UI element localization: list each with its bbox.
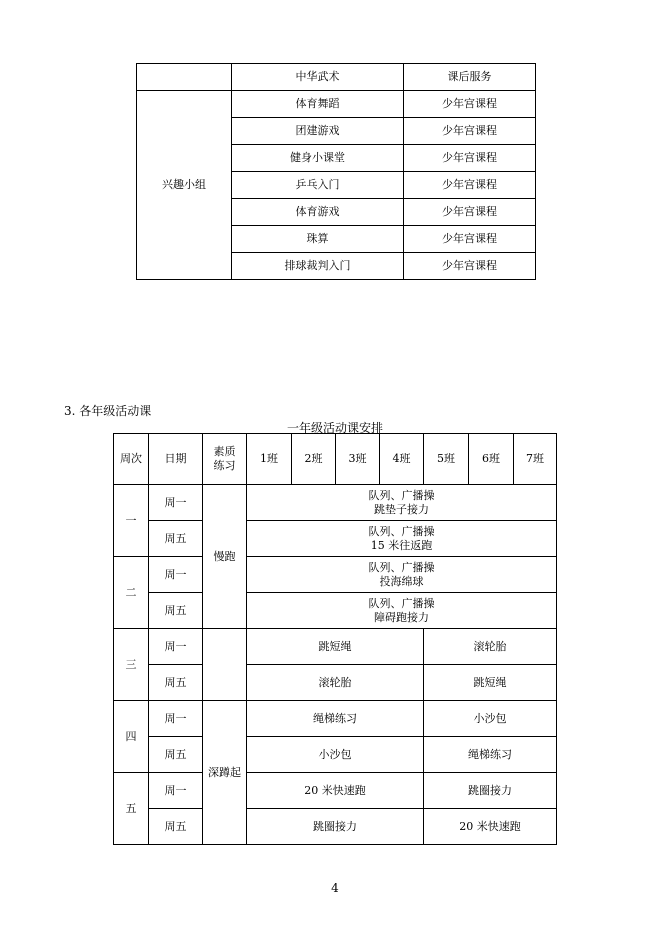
day-cell: 周五 — [149, 593, 203, 629]
week-cell: 三 — [114, 629, 149, 701]
service-cell: 少年宫课程 — [404, 199, 536, 226]
service-cell: 少年宫课程 — [404, 145, 536, 172]
activity-schedule-table — [113, 433, 557, 845]
activity-cell-right: 20 米快速跑 — [424, 809, 557, 845]
day-cell: 周五 — [149, 521, 203, 557]
day-cell: 周五 — [149, 665, 203, 701]
section-heading: 3. 各年级活动课 — [64, 404, 152, 418]
activity-cell-left: 滚轮胎 — [247, 665, 424, 701]
table-header-row — [137, 64, 536, 91]
activity-cell-left: 跳圈接力 — [247, 809, 424, 845]
activity-line: 投海绵球 — [379, 574, 424, 588]
header-class: 3班 — [336, 434, 380, 485]
header-quality-line: 练习 — [213, 459, 236, 472]
activity-cell-right: 绳梯练习 — [424, 737, 557, 773]
quality-cell: 深蹲起 — [203, 701, 247, 845]
week-cell: 一 — [114, 485, 149, 557]
table-row — [114, 737, 557, 773]
activity-cell-left: 绳梯练习 — [247, 701, 424, 737]
day-cell: 周一 — [149, 629, 203, 665]
activity-cell — [247, 557, 557, 593]
activity-cell — [247, 521, 557, 557]
day-cell: 周五 — [149, 809, 203, 845]
table-row — [114, 557, 557, 593]
day-cell: 周一 — [149, 701, 203, 737]
activity-line: 队列、广播操 — [368, 596, 435, 610]
header-quality-line: 素质 — [213, 445, 236, 458]
header-quality — [203, 434, 247, 485]
group-label: 兴趣小组 — [137, 91, 232, 280]
header-cell — [137, 64, 232, 91]
table-row — [137, 91, 536, 118]
header-class: 7班 — [514, 434, 557, 485]
header-cell: 中华武术 — [232, 64, 404, 91]
course-cell: 团建游戏 — [232, 118, 404, 145]
service-cell: 少年宫课程 — [404, 91, 536, 118]
header-class: 2班 — [292, 434, 336, 485]
table-row — [114, 593, 557, 629]
course-cell: 体育游戏 — [232, 199, 404, 226]
table-row — [114, 629, 557, 665]
activity-line: 队列、广播操 — [368, 560, 435, 574]
activity-line: 队列、广播操 — [368, 488, 435, 502]
activity-line: 15 米往返跑 — [370, 538, 433, 552]
header-class: 4班 — [380, 434, 424, 485]
table-row — [114, 485, 557, 521]
activity-line: 障碍跑接力 — [374, 610, 429, 624]
activity-line: 队列、广播操 — [368, 524, 435, 538]
activity-cell-right: 滚轮胎 — [424, 629, 557, 665]
service-cell: 少年宫课程 — [404, 226, 536, 253]
header-class: 6班 — [469, 434, 514, 485]
interest-group-table — [136, 63, 536, 280]
week-cell: 五 — [114, 773, 149, 845]
course-cell: 乒乓入门 — [232, 172, 404, 199]
day-cell: 周五 — [149, 737, 203, 773]
table-row — [114, 665, 557, 701]
course-cell: 健身小课堂 — [232, 145, 404, 172]
header-class: 1班 — [247, 434, 292, 485]
header-class: 5班 — [424, 434, 469, 485]
service-cell: 少年宫课程 — [404, 118, 536, 145]
day-cell: 周一 — [149, 557, 203, 593]
service-cell: 少年宫课程 — [404, 253, 536, 280]
activity-line: 跳垫子接力 — [374, 502, 429, 516]
activity-cell — [247, 593, 557, 629]
activity-cell-left: 小沙包 — [247, 737, 424, 773]
service-cell: 少年宫课程 — [404, 172, 536, 199]
quality-cell-empty — [203, 629, 247, 701]
activity-cell-left: 20 米快速跑 — [247, 773, 424, 809]
course-cell: 珠算 — [232, 226, 404, 253]
day-cell: 周一 — [149, 485, 203, 521]
header-week: 周次 — [114, 434, 149, 485]
quality-cell: 慢跑 — [203, 485, 247, 629]
activity-cell-right: 跳圈接力 — [424, 773, 557, 809]
day-cell: 周一 — [149, 773, 203, 809]
table-row — [114, 773, 557, 809]
week-cell: 二 — [114, 557, 149, 629]
table-row — [114, 521, 557, 557]
course-cell: 体育舞蹈 — [232, 91, 404, 118]
activity-cell — [247, 485, 557, 521]
page-number: 4 — [331, 881, 339, 895]
activity-cell-right: 跳短绳 — [424, 665, 557, 701]
table-caption: 一年级活动课安排 — [286, 421, 383, 435]
table-row — [114, 809, 557, 845]
activity-cell-right: 小沙包 — [424, 701, 557, 737]
table-row — [114, 701, 557, 737]
activity-cell-left: 跳短绳 — [247, 629, 424, 665]
course-cell: 排球裁判入门 — [232, 253, 404, 280]
header-cell: 课后服务 — [404, 64, 536, 91]
header-date: 日期 — [149, 434, 203, 485]
week-cell: 四 — [114, 701, 149, 773]
table-header-row — [114, 434, 557, 485]
